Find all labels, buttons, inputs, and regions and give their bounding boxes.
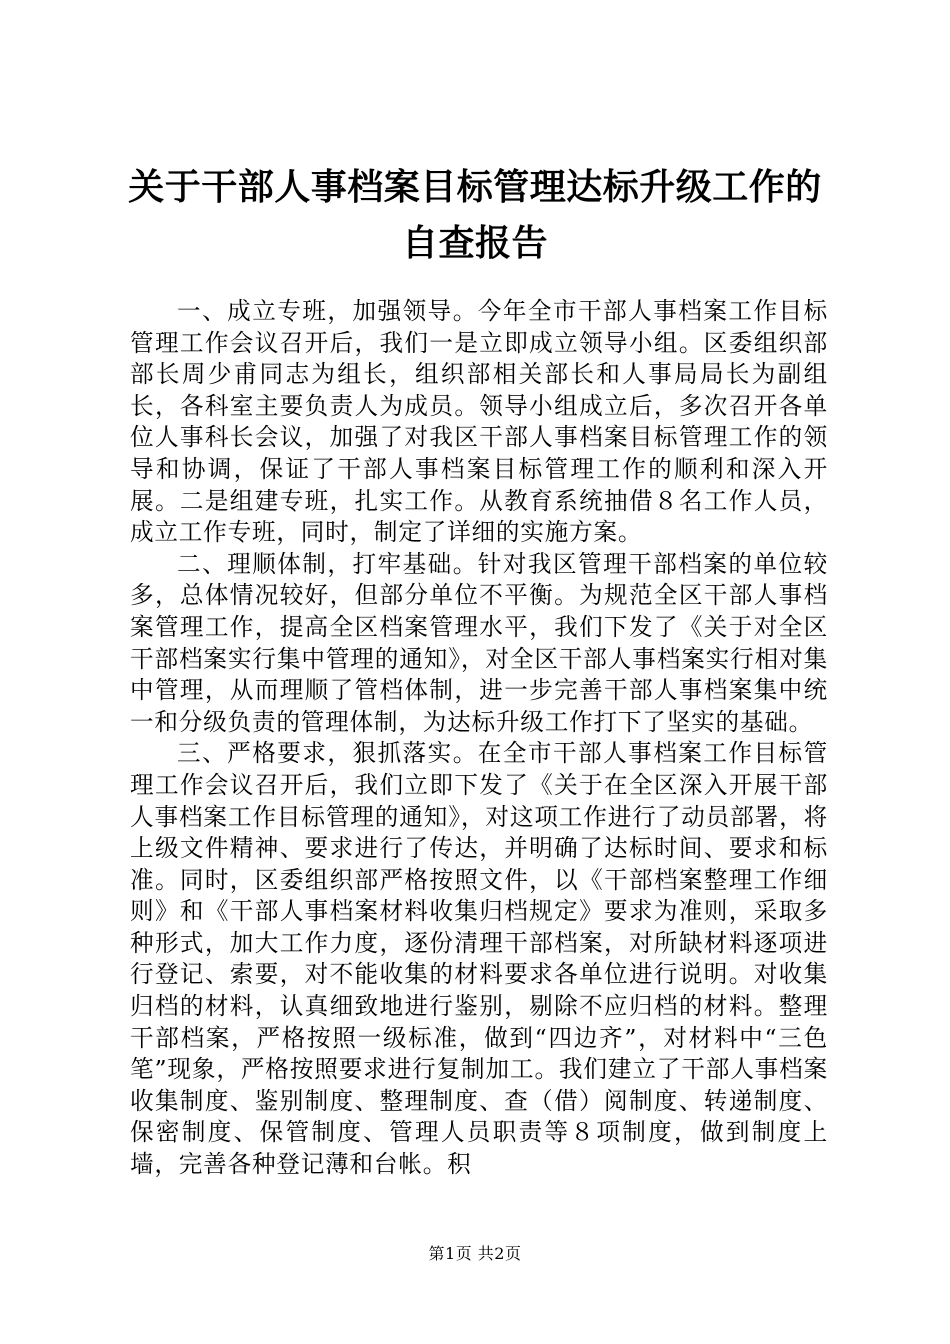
paragraph-1: 一、成立专班，加强领导。今年全市干部人事档案工作目标管理工作会议召开后，我们一是立即成立领导小组。区委组织部部长周少甫同志为组长，组织部相关部长和人事局局长为副组长，各科室主要负责人为成员。领导小组成立后，多次召开各单位人事科长会议，加强了对我区干部人事档案目标管理工作的领导和协调，保证了干部人事档案目标管理工作的顺利和深入开展。二是组建专班，扎实工作。从教育系统抽借８名工作人员，成立工作专班，同时，制定了详细的实施方案。 bbox=[130, 297, 828, 547]
document-title: 关于干部人事档案目标管理达标升级工作的自查报告 bbox=[128, 167, 822, 264]
document-body bbox=[130, 296, 828, 1181]
paragraph-2: 二、理顺体制，打牢基础。针对我区管理干部档案的单位较多，总体情况较好，但部分单位不平衡。为规范全区干部人事档案管理工作，提高全区档案管理水平，我们下发了《关于对全区干部档案实行集中管理的通知》，对全区干部人事档案实行相对集中管理，从而理顺了管档体制，进一步完善干部人事档案集中统一和分级负责的管理体制，为达标升级工作打下了坚实的基础。 bbox=[130, 549, 828, 736]
paragraph-3: 三、严格要求，狠抓落实。在全市干部人事档案工作目标管理工作会议召开后，我们立即下发了《关于在全区深入开展干部人事档案工作目标管理的通知》，对这项工作进行了动员部署，将上级文件精神、要求进行了传达，并明确了达标时间、要求和标准。同时，区委组织部严格按照文件，以《干部档案整理工作细则》和《干部人事档案材料收集归档规定》要求为准则，采取多种形式，加大工作力度，逐份清理干部档案，对所缺材料逐项进行登记、索要，对不能收集的材料要求各单位进行说明。对收集归档的材料，认真细致地进行鉴别，剔除不应归档的材料。整理干部档案，严格按照一级标准，做到“四边齐”，对材料中“三色笔”现象，严格按照要求进行复制加工。我们建立了干部人事档案收集制度、鉴别制度、整理制度、查（借）阅制度、转递制度、保密制度、保管制度、管理人员职责等８项制度，做到制度上墙，完善各种登记薄和台帐。积 bbox=[130, 739, 828, 1179]
page-footer: 第1页 共2页 bbox=[428, 1244, 522, 1263]
